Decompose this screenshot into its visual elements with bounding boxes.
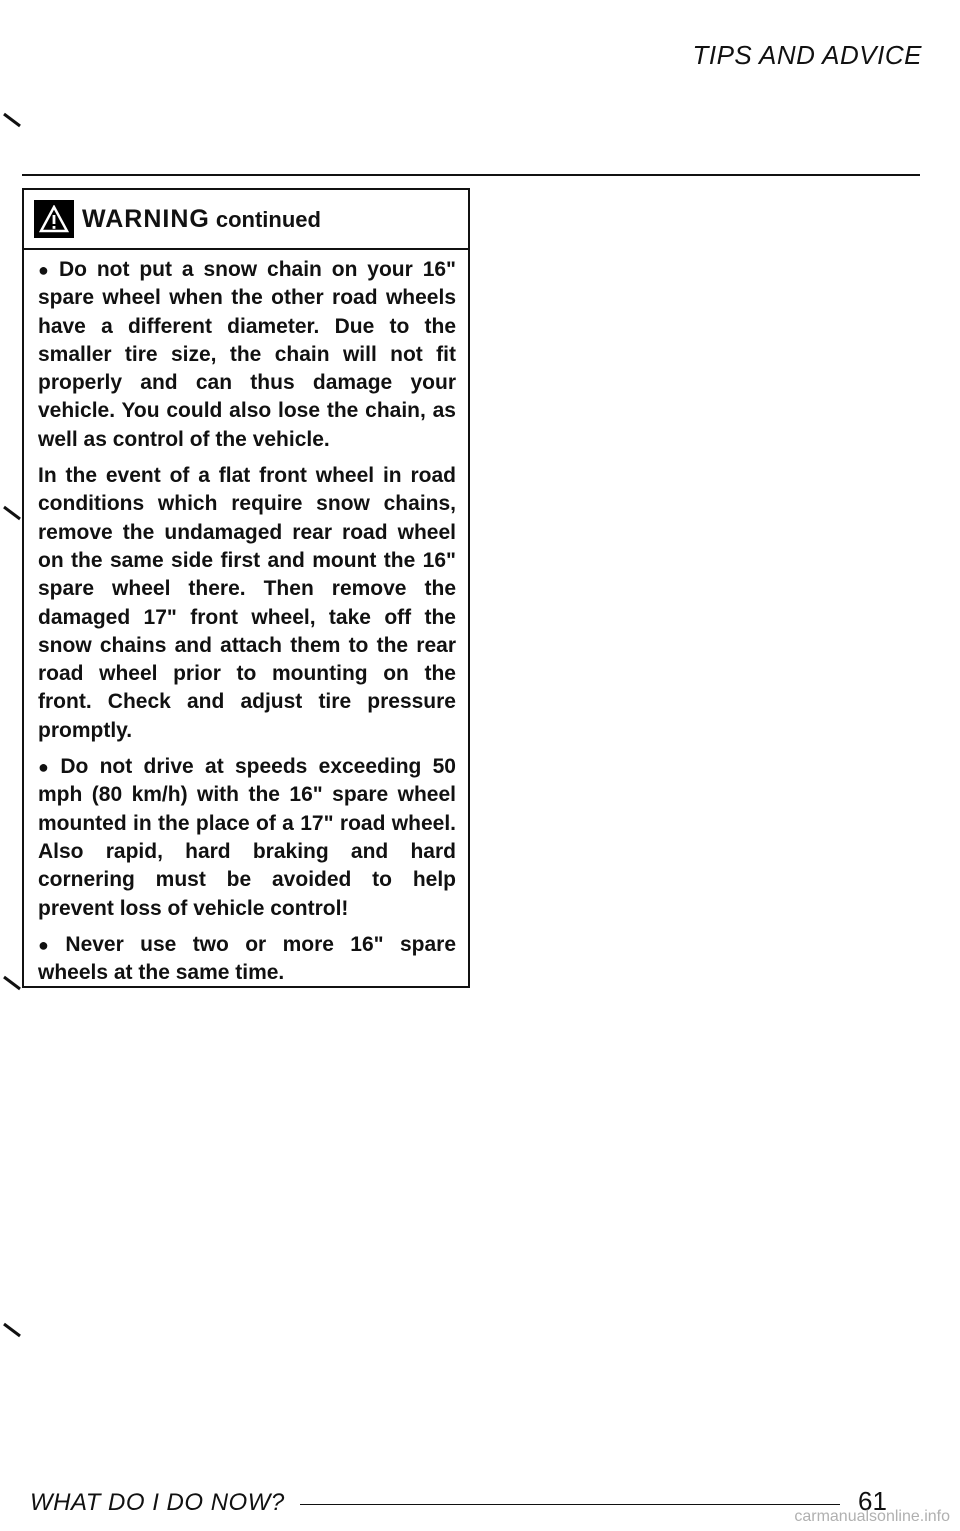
warning-paragraph <box>38 931 456 988</box>
warning-paragraph <box>38 256 456 454</box>
footer-section-title: WHAT DO I DO NOW? <box>30 1489 291 1517</box>
paragraph-text: Do not put a snow chain on your 16" spare wheel when the other road wheels have a different diameter. Due to the smaller tire size, the chain will not fit properly and can thus damage your vehicle. You could also lose the chain, as well as control of the vehicle. <box>38 258 457 451</box>
bullet-icon: ● <box>38 260 53 280</box>
bullet-icon: ● <box>38 757 55 778</box>
binding-mark-icon <box>2 975 24 993</box>
warning-heading-label: WARNING <box>82 204 210 233</box>
paragraph-text: In the event of a flat front wheel in road conditions which require snow chains, remove the undamaged rear road wheel on the same side first and mount the 16" spare wheel there. Then remove the damaged 17" front wheel, take off the snow chains and attach them to the rear road wheel prior to mounting on the front. Check and adjust tire pressure promptly. <box>38 464 456 742</box>
warning-header <box>24 190 468 250</box>
footer-divider <box>300 1504 840 1505</box>
page-number: 61 <box>858 1486 887 1516</box>
page-header-title: TIPS AND ADVICE <box>692 40 922 70</box>
warning-box <box>22 188 470 988</box>
warning-paragraph <box>38 753 456 923</box>
binding-mark-icon <box>2 112 24 130</box>
warning-paragraph <box>38 462 456 745</box>
watermark-text: carmanualsonline.info <box>794 1508 950 1525</box>
warning-heading <box>82 205 321 234</box>
paragraph-text: Do not drive at speeds exceeding 50 mph (80 km/h) with the 16" spare wheel mounted in the place of a 17" road wheel. Also rapid, hard braking and hard cornering must be avoided to help prevent loss of vehicle control! <box>38 755 456 920</box>
bullet-icon: ● <box>38 934 60 955</box>
warning-heading-suffix: continued <box>215 206 321 232</box>
warning-body <box>38 256 456 995</box>
header-divider <box>22 174 920 176</box>
binding-mark-icon <box>2 505 24 523</box>
warning-triangle-icon <box>34 200 74 238</box>
binding-mark-icon <box>2 1322 24 1340</box>
paragraph-text: Never use two or more 16" spare wheels at the same time. <box>38 932 456 985</box>
